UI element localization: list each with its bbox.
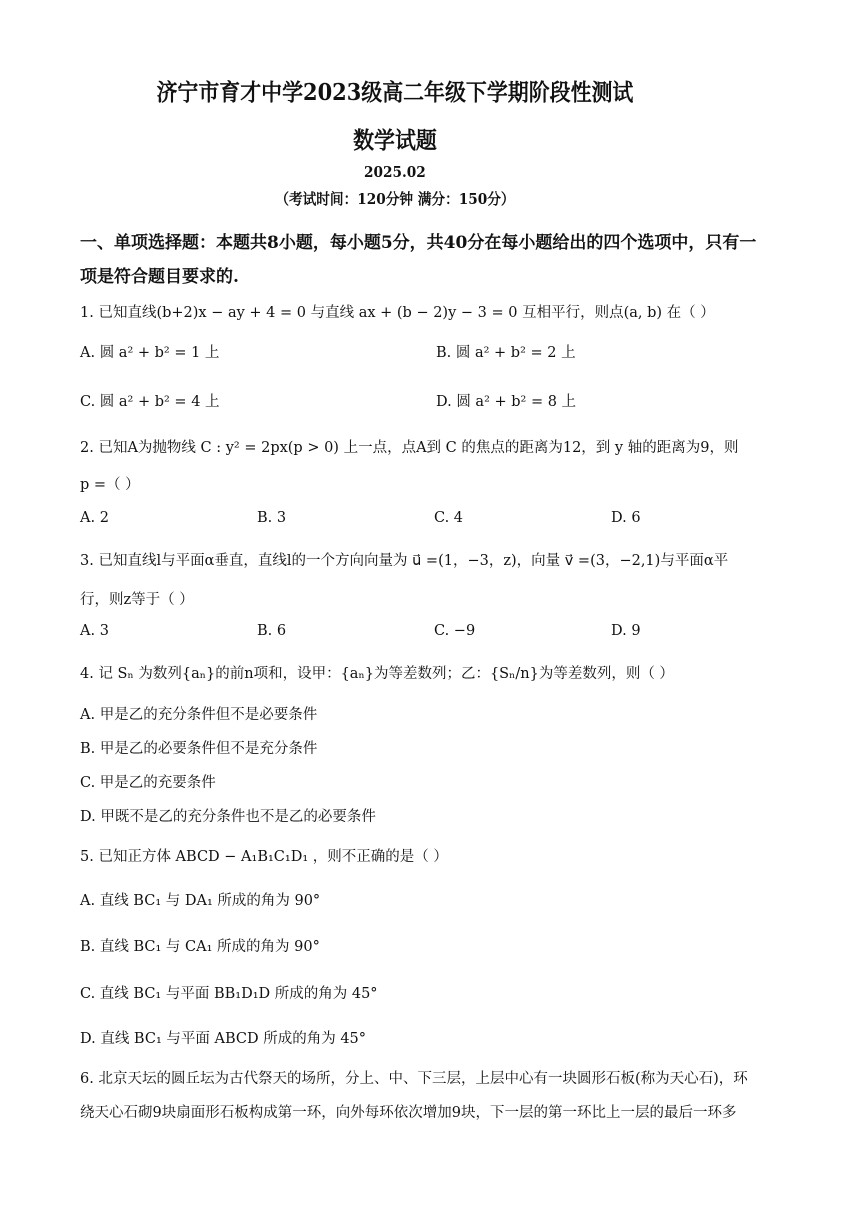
- q4-option-d: D. 甲既不是乙的充分条件也不是乙的必要条件: [80, 809, 376, 825]
- q2-option-a: A. 2: [80, 510, 109, 526]
- q4-stem: 4. 记 Sₙ 为数列{aₙ}的前n项和，设甲：{aₙ}为等差数列；乙：{Sₙ/n}为等差数列，则（ ）: [80, 666, 674, 682]
- exam-subtitle: 数学试题: [353, 127, 437, 154]
- section-heading-line2: 项是符合题目要求的.: [80, 267, 239, 287]
- exam-info: （考试时间：120分钟 满分：150分）: [275, 190, 515, 208]
- q1-option-a: A. 圆 a² + b² = 1 上: [80, 345, 220, 361]
- q6-stem-line2: 绕天心石砌9块扇面形石板构成第一环，向外每环依次增加9块，下一层的第一环比上一层的最后一环多: [80, 1105, 737, 1121]
- q4-option-c: C. 甲是乙的充要条件: [80, 775, 216, 791]
- q1-option-b: B. 圆 a² + b² = 2 上: [436, 345, 576, 361]
- q4-option-a: A. 甲是乙的充分条件但不是必要条件: [80, 707, 318, 723]
- q5-option-c: C. 直线 BC₁ 与平面 BB₁D₁D 所成的角为 45°: [80, 986, 378, 1002]
- q1-stem: 1. 已知直线(b+2)x − ay + 4 = 0 与直线 ax + (b − 2)y − 3 = 0 互相平行，则点(a, b) 在（ ）: [80, 305, 715, 321]
- q3-option-d: D. 9: [611, 623, 641, 639]
- q3-option-a: A. 3: [80, 623, 109, 639]
- q5-option-d: D. 直线 BC₁ 与平面 ABCD 所成的角为 45°: [80, 1031, 367, 1047]
- q2-stem-line2: p =（ ）: [80, 477, 140, 493]
- exam-date: 2025.02: [364, 163, 426, 181]
- q1-option-c: C. 圆 a² + b² = 4 上: [80, 394, 220, 410]
- q3-stem-line1: 3. 已知直线l与平面α垂直，直线l的一个方向向量为 u⃗ =(1，−3，z)，向量 v⃗ =(3，−2,1)与平面α平: [80, 553, 729, 569]
- q5-option-b: B. 直线 BC₁ 与 CA₁ 所成的角为 90°: [80, 939, 320, 955]
- q5-option-a: A. 直线 BC₁ 与 DA₁ 所成的角为 90°: [80, 893, 321, 909]
- q5-stem: 5. 已知正方体 ABCD − A₁B₁C₁D₁ ，则不正确的是（ ）: [80, 849, 448, 865]
- q2-option-b: B. 3: [257, 510, 287, 526]
- q2-option-c: C. 4: [434, 510, 464, 526]
- q2-stem-line1: 2. 已知A为抛物线 C : y² = 2px(p > 0) 上一点，点A到 C 的焦点的距离为12，到 y 轴的距离为9，则: [80, 440, 739, 456]
- q4-option-b: B. 甲是乙的必要条件但不是充分条件: [80, 741, 318, 757]
- q1-option-d: D. 圆 a² + b² = 8 上: [436, 394, 577, 410]
- q3-stem-line2: 行，则z等于（ ）: [80, 592, 194, 608]
- q2-option-d: D. 6: [611, 510, 641, 526]
- exam-title: 济宁市育才中学2023级高二年级下学期阶段性测试: [156, 79, 634, 106]
- section-heading-line1: 一、单项选择题：本题共8小题，每小题5分，共40分在每小题给出的四个选项中，只有一: [80, 233, 757, 253]
- q6-stem-line1: 6. 北京天坛的圆丘坛为古代祭天的场所，分上、中、下三层，上层中心有一块圆形石板(称为天心石)，环: [80, 1071, 748, 1087]
- q3-option-c: C. −9: [434, 623, 476, 639]
- q3-option-b: B. 6: [257, 623, 287, 639]
